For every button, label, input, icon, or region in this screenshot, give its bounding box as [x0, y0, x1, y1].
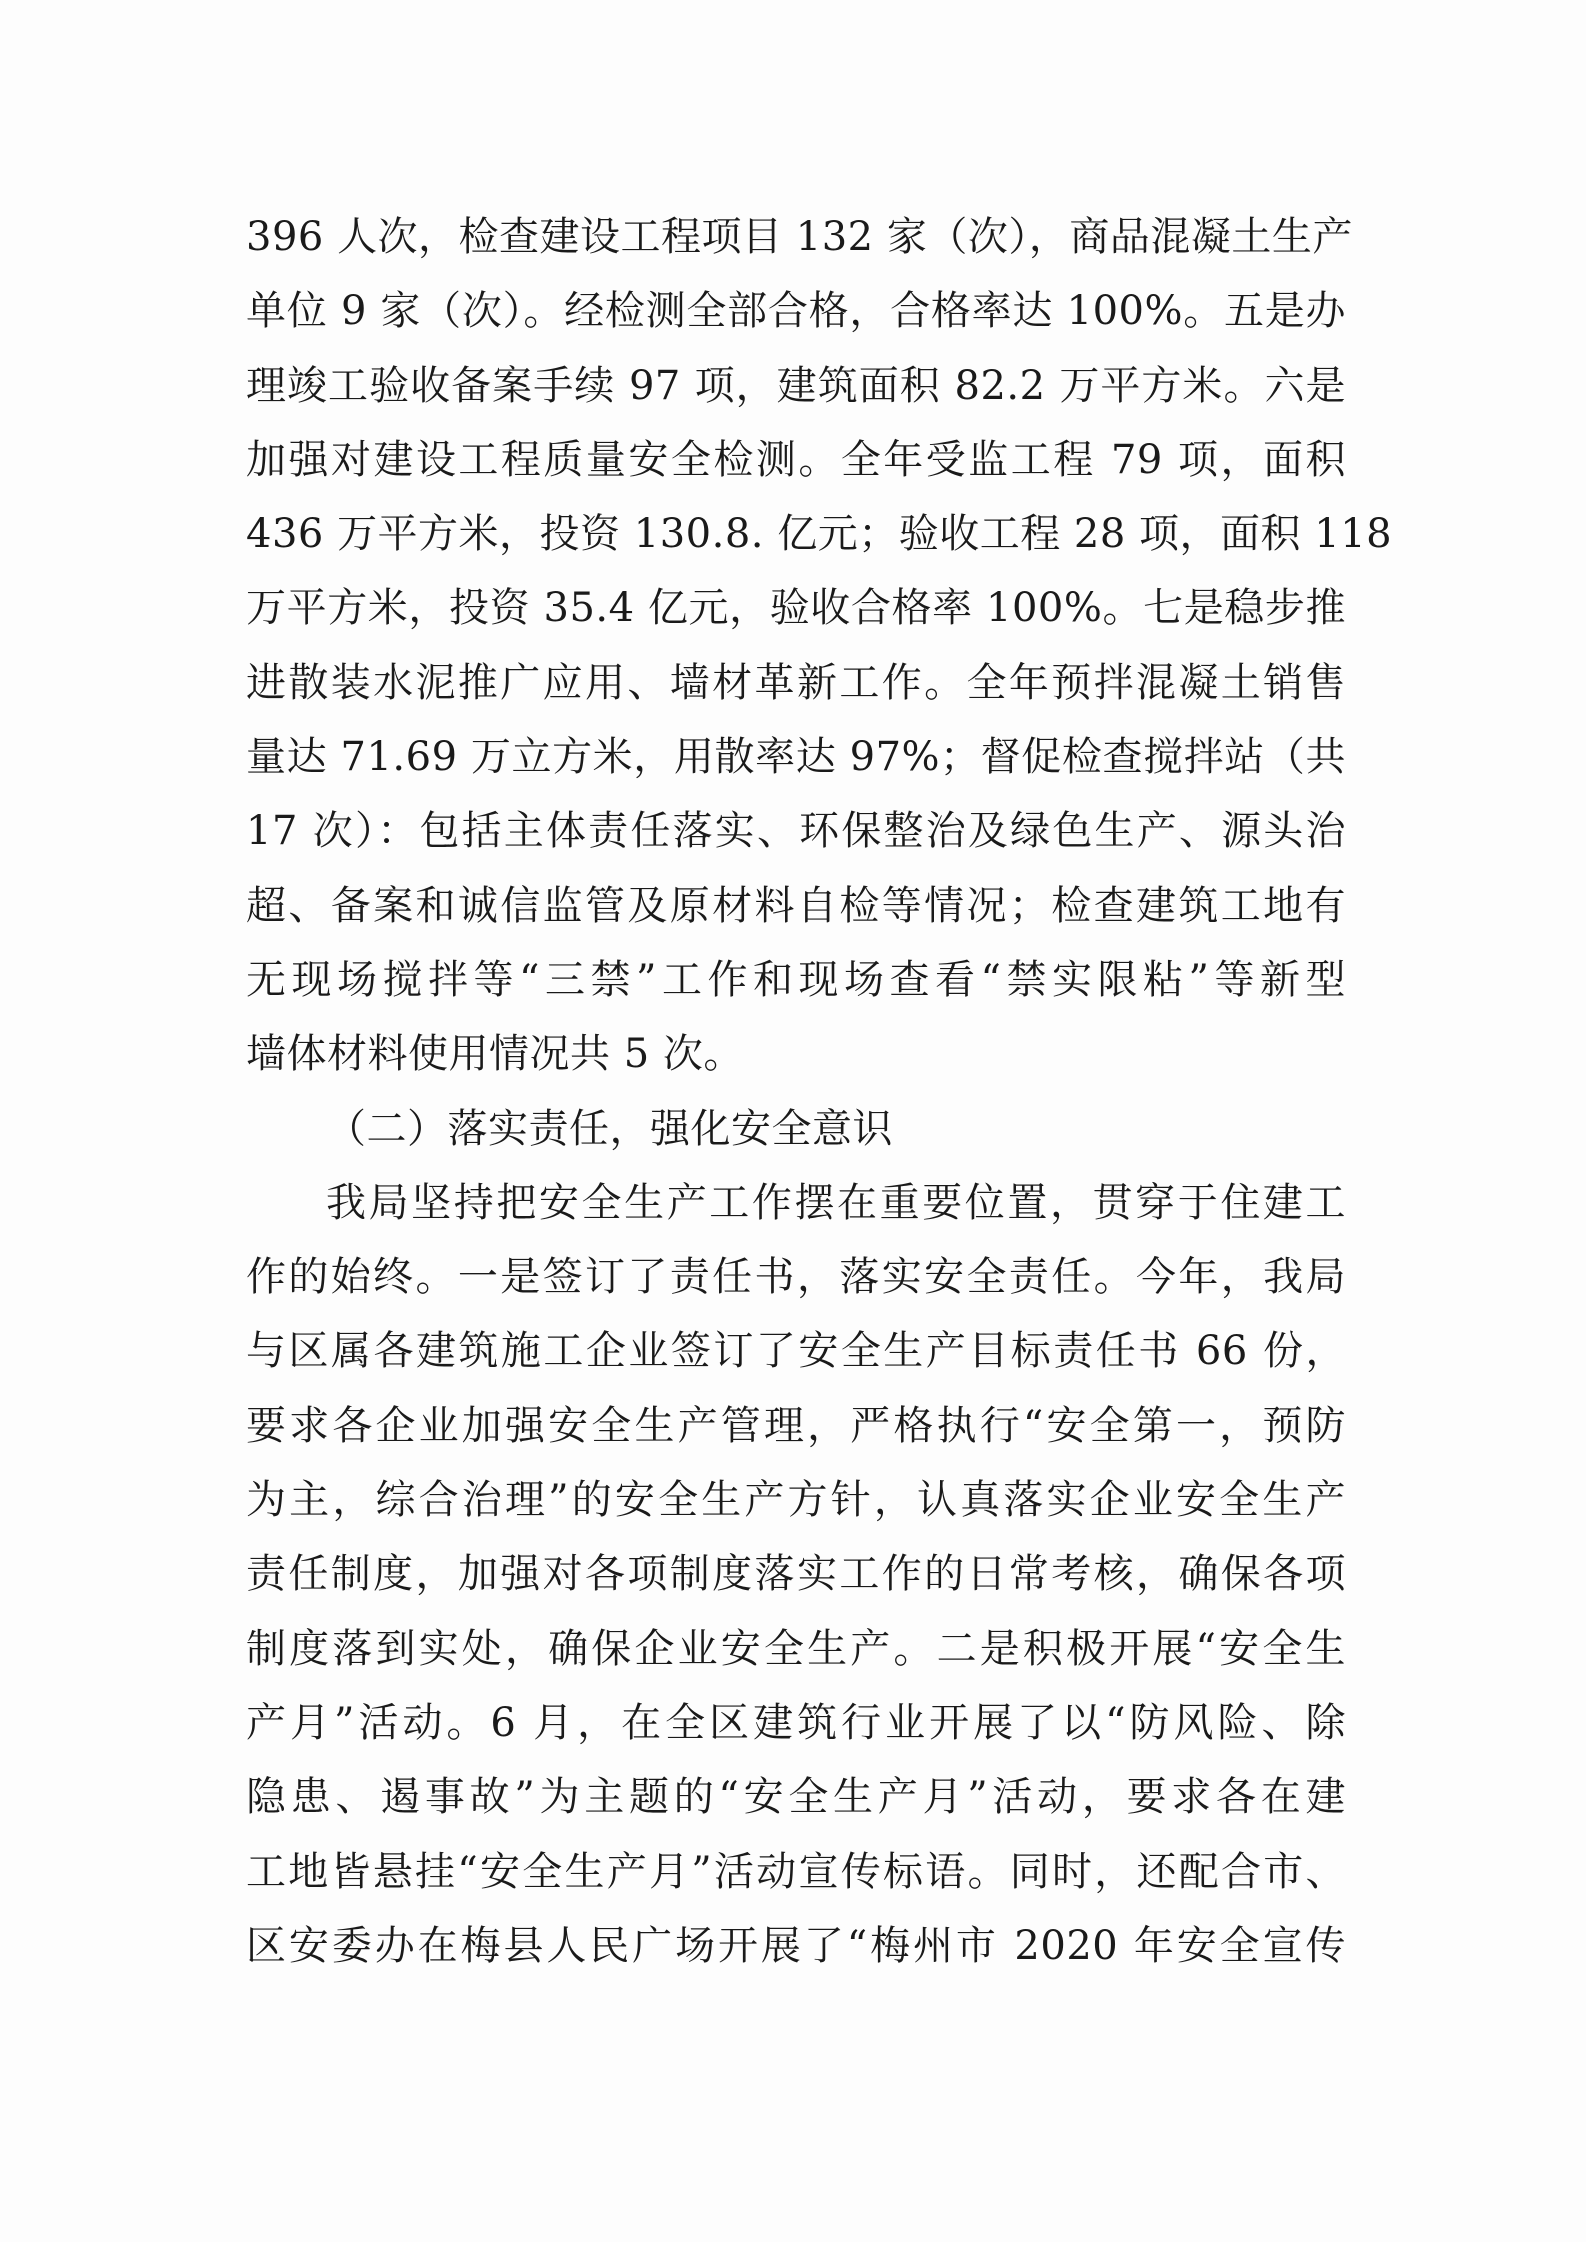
- text-line: 产月”活动。6 月，在全区建筑行业开展了以“防风险、除: [246, 1699, 1346, 1746]
- paragraph-safety-responsibility: [246, 1166, 1346, 1983]
- text-line: 396 人次，检查建设工程项目 132 家（次），商品混凝土生产: [246, 214, 1353, 260]
- text-line: 区安委办在梅县人民广场开展了“梅州市 2020 年安全宣传: [246, 1922, 1346, 1969]
- text-line: 万平方米，投资 35.4 亿元，验收合格率 100%。七是稳步推: [246, 585, 1346, 632]
- text-line: 436 万平方米，投资 130.8. 亿元；验收工程 28 项，面积 118: [246, 511, 1393, 558]
- text-line: 加强对建设工程质量安全检测。全年受监工程 79 项，面积: [246, 436, 1346, 483]
- paragraph-quality-inspection: [246, 200, 1393, 1092]
- document-body: [246, 200, 1393, 1983]
- text-line: 作的始终。一是签订了责任书，落实安全责任。今年，我局: [246, 1254, 1346, 1301]
- text-line: 17 次）：包括主体责任落实、环保整治及绿色生产、源头治: [246, 808, 1346, 855]
- text-line: 工地皆悬挂“安全生产月”活动宣传标语。同时，还配合市、: [246, 1848, 1346, 1895]
- text-line: 我局坚持把安全生产工作摆在重要位置，贯穿于住建工: [326, 1179, 1346, 1226]
- text-line: 无现场搅拌等“三禁”工作和现场查看“禁实限粘”等新型: [246, 956, 1346, 1003]
- text-line: 量达 71.69 万立方米，用散率达 97%；督促检查搅拌站（共: [246, 734, 1346, 781]
- text-line: 隐患、遏事故”为主题的“安全生产月”活动，要求各在建: [246, 1774, 1346, 1821]
- text-line: 为主，综合治理”的安全生产方针，认真落实企业安全生产: [246, 1477, 1346, 1524]
- text-line: 墙体材料使用情况共 5 次。: [246, 1031, 744, 1078]
- text-line: 责任制度，加强对各项制度落实工作的日常考核，确保各项: [246, 1551, 1346, 1598]
- text-line: 与区属各建筑施工企业签订了安全生产目标责任书 66 份，: [246, 1328, 1346, 1375]
- text-line: 制度落到实处，确保企业安全生产。二是积极开展“安全生: [246, 1625, 1346, 1672]
- section-heading: （二）落实责任，强化安全意识: [326, 1105, 893, 1152]
- text-line: 理竣工验收备案手续 97 项，建筑面积 82.2 万平方米。六是: [246, 362, 1346, 409]
- text-line: 要求各企业加强安全生产管理，严格执行“安全第一，预防: [246, 1402, 1346, 1449]
- text-line: 进散装水泥推广应用、墙材革新工作。全年预拌混凝土销售: [246, 659, 1346, 706]
- text-line: 单位 9 家（次）。经检测全部合格，合格率达 100%。五是办: [246, 288, 1346, 335]
- text-line: 超、备案和诚信监管及原材料自检等情况；检查建筑工地有: [246, 882, 1346, 929]
